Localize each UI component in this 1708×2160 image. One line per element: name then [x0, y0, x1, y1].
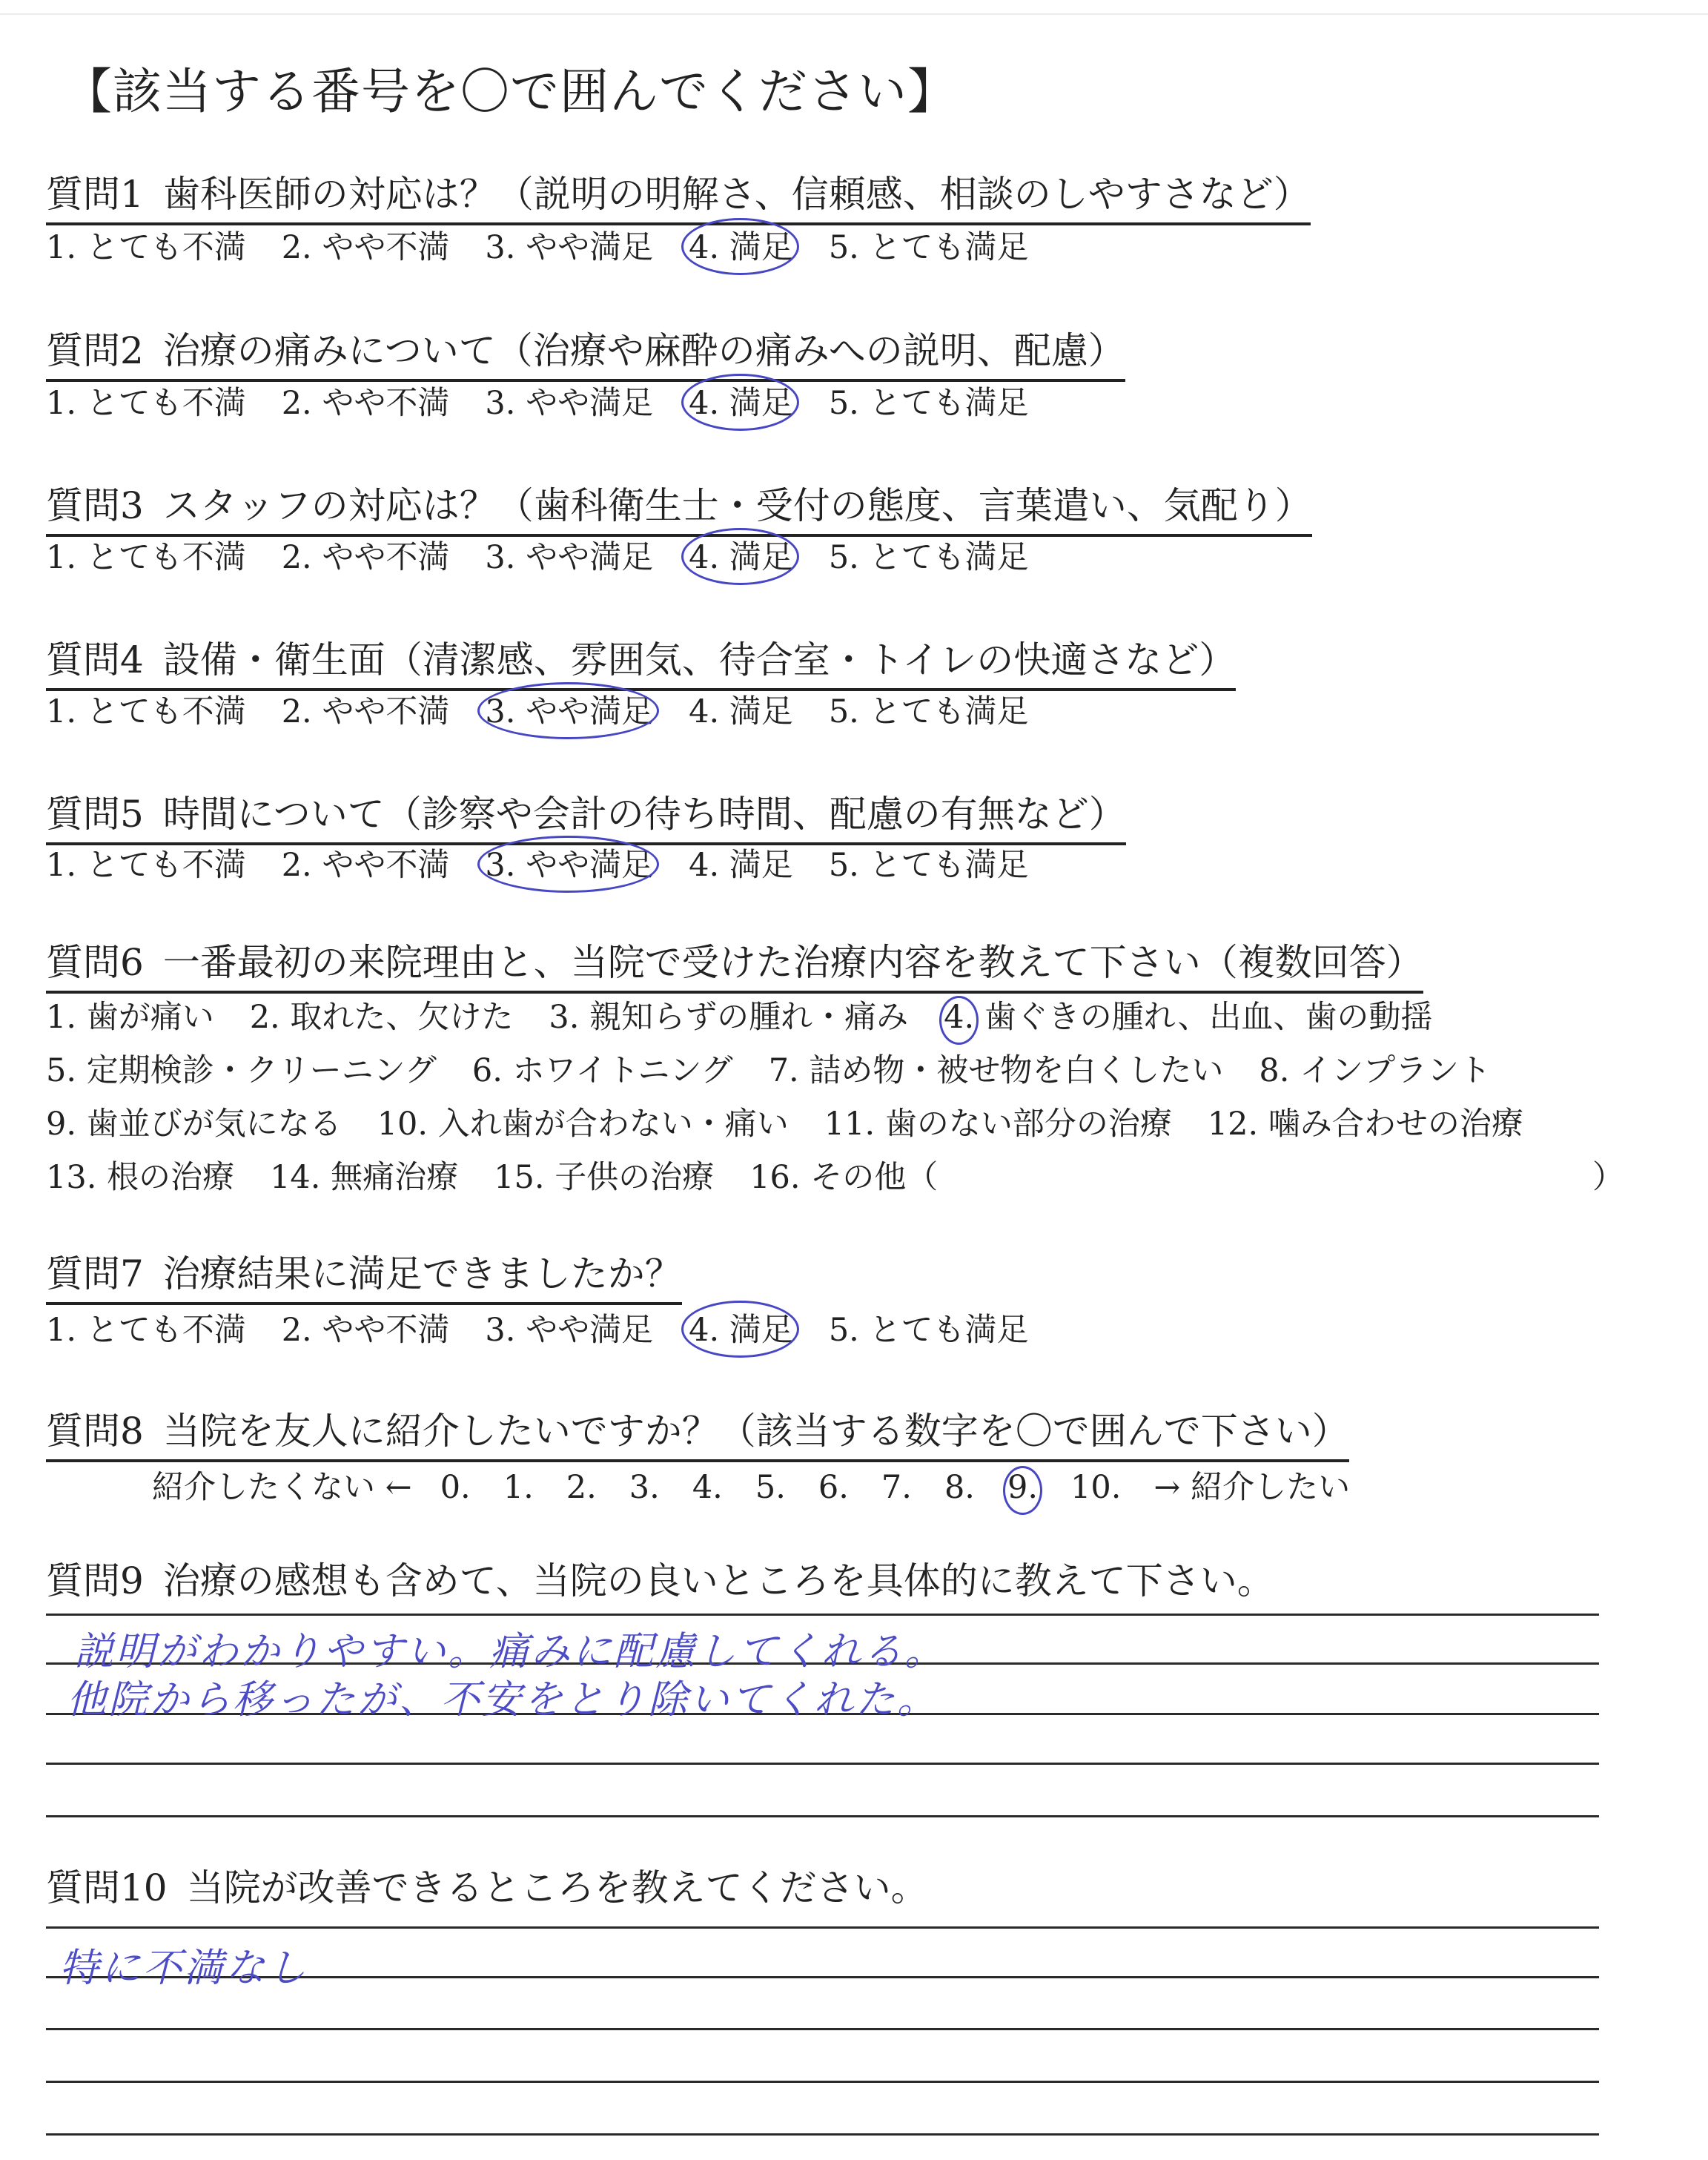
question-7	[46, 1244, 682, 1305]
score-6[interactable]: 6.	[818, 1469, 849, 1506]
answer-line[interactable]	[46, 1763, 1599, 1765]
option-5[interactable]: 5. とても満足	[828, 539, 1029, 576]
q2-options	[46, 378, 1029, 423]
option-3[interactable]: 3. やや満足	[485, 1312, 654, 1349]
option-4-circled[interactable]: 4. 満足	[689, 378, 793, 423]
option-1[interactable]: 1. とても不満	[46, 539, 246, 576]
question-text: 治療結果に満足できましたか？	[162, 1252, 682, 1295]
option-4-circled[interactable]: 4. 満足	[689, 222, 793, 268]
answer-line[interactable]	[46, 1926, 1599, 1929]
q6-options-row-4	[46, 1152, 938, 1198]
scan-edge	[0, 13, 1708, 15]
option-4-circled[interactable]: 4. 満足	[689, 532, 793, 578]
question-number: 質問9	[46, 1559, 144, 1602]
reason-option-4[interactable]: 4. 歯ぐきの腫れ、出血、歯の動揺	[944, 999, 1433, 1036]
answer-line[interactable]	[46, 1815, 1599, 1817]
question-number: 質問2	[46, 329, 144, 372]
question-text: 設備・衛生面（清潔感、雰囲気、待合室・トイレの快適さなど）	[162, 638, 1237, 681]
question-2	[46, 321, 1125, 382]
option-3-circled[interactable]: 3. やや満足	[485, 687, 653, 732]
question-text: 治療の痛みについて（治療や麻酔の痛みへの説明、配慮）	[162, 329, 1125, 372]
question-8	[46, 1401, 1349, 1462]
reason-option-2[interactable]: 2. 取れた、欠けた	[249, 999, 514, 1036]
score-7[interactable]: 7.	[881, 1469, 912, 1506]
option-number-circled: 4.	[944, 999, 975, 1036]
option-2[interactable]: 2. やや不満	[281, 847, 450, 884]
option-2[interactable]: 2. やや不満	[281, 539, 450, 576]
question-number: 質問3	[46, 484, 144, 527]
question-text: 治療の感想も含めて、当院の良いところを具体的に教えて下さい。	[162, 1559, 1274, 1602]
reason-option-9[interactable]: 9. 歯並びが気になる	[46, 1106, 342, 1143]
question-6	[46, 933, 1423, 994]
question-10	[46, 1858, 928, 1912]
q6-options-row-2	[46, 1046, 1491, 1091]
option-2[interactable]: 2. やや不満	[281, 229, 450, 266]
score-2[interactable]: 2.	[566, 1469, 597, 1506]
option-5[interactable]: 5. とても満足	[828, 229, 1029, 266]
handwritten-answer-line-2: 他院から移ったが、不安をとり除いてくれた。	[67, 1677, 939, 1723]
reason-option-7[interactable]: 7. 詰め物・被せ物を白くしたい	[768, 1052, 1224, 1089]
option-1[interactable]: 1. とても不満	[46, 847, 246, 884]
reason-option-14[interactable]: 14. 無痛治療	[270, 1159, 459, 1196]
option-3[interactable]: 3. やや満足	[485, 385, 654, 422]
q1-options	[46, 222, 1029, 268]
scale-high-label: → 紹介したい	[1153, 1469, 1351, 1506]
option-1[interactable]: 1. とても不満	[46, 1312, 246, 1349]
question-text: スタッフの対応は？（歯科衛生士・受付の態度、言葉遣い、気配り）	[162, 484, 1312, 527]
other-close-paren: ）	[1592, 1159, 1624, 1196]
reason-option-3[interactable]: 3. 親知らずの腫れ・痛み	[549, 999, 909, 1036]
question-3	[46, 476, 1312, 537]
reason-option-16[interactable]: 16. その他（	[749, 1159, 939, 1196]
answer-line[interactable]	[46, 2028, 1599, 2030]
question-9	[46, 1551, 1274, 1605]
option-1[interactable]: 1. とても不満	[46, 693, 246, 730]
handwritten-answer-line-1: 説明がわかりやすい。痛みに配慮してくれる。	[74, 1629, 946, 1674]
option-3[interactable]: 3. やや満足	[485, 539, 654, 576]
q7-options	[46, 1305, 1029, 1350]
option-4-circled[interactable]: 4. 満足	[689, 1305, 793, 1350]
handwritten-answer-line-1: 特に不満なし	[59, 1946, 308, 1991]
scale-low-label: 紹介したくない ←	[152, 1469, 412, 1506]
option-3[interactable]: 3. やや満足	[485, 229, 654, 266]
option-5[interactable]: 5. とても満足	[828, 385, 1029, 422]
reason-option-15[interactable]: 15. 子供の治療	[494, 1159, 715, 1196]
score-1[interactable]: 1.	[503, 1469, 534, 1506]
reason-option-6[interactable]: 6. ホワイトニング	[471, 1052, 733, 1089]
instruction-heading: 【該当する番号を〇で囲んでください】	[63, 63, 957, 120]
option-5[interactable]: 5. とても満足	[828, 693, 1029, 730]
question-number: 質問8	[46, 1410, 144, 1453]
score-3[interactable]: 3.	[629, 1469, 660, 1506]
answer-line[interactable]	[46, 2081, 1599, 2083]
reason-option-10[interactable]: 10. 入れ歯が合わない・痛い	[377, 1106, 789, 1143]
q5-options	[46, 840, 1029, 885]
question-1	[46, 165, 1311, 225]
option-1[interactable]: 1. とても不満	[46, 229, 246, 266]
score-9-circled[interactable]: 9.	[1007, 1469, 1039, 1506]
option-4[interactable]: 4. 満足	[689, 693, 793, 730]
option-2[interactable]: 2. やや不満	[281, 1312, 450, 1349]
reason-option-12[interactable]: 12. 噛み合わせの治療	[1207, 1106, 1523, 1143]
question-number: 質問4	[46, 638, 144, 681]
question-number: 質問6	[46, 941, 144, 984]
q8-scale	[152, 1462, 1350, 1507]
option-4[interactable]: 4. 満足	[689, 847, 793, 884]
score-5[interactable]: 5.	[755, 1469, 786, 1506]
q6-options-row-3	[46, 1099, 1523, 1144]
score-10[interactable]: 10.	[1070, 1469, 1122, 1506]
question-number: 質問1	[46, 173, 144, 216]
option-2[interactable]: 2. やや不満	[281, 693, 450, 730]
question-number: 質問7	[46, 1252, 144, 1295]
reason-option-11[interactable]: 11. 歯のない部分の治療	[824, 1106, 1172, 1143]
question-number: 質問5	[46, 793, 144, 836]
score-8[interactable]: 8.	[944, 1469, 975, 1506]
question-text: 時間について（診察や会計の待ち時間、配慮の有無など）	[162, 793, 1126, 836]
question-4	[46, 630, 1236, 691]
reason-option-1[interactable]: 1. 歯が痛い	[46, 999, 214, 1036]
score-0[interactable]: 0.	[440, 1469, 471, 1506]
reason-option-13[interactable]: 13. 根の治療	[46, 1159, 235, 1196]
question-text: 歯科医師の対応は？（説明の明解さ、信頼感、相談のしやすさなど）	[162, 173, 1311, 216]
reason-option-8[interactable]: 8. インプラント	[1259, 1052, 1492, 1089]
option-2[interactable]: 2. やや不満	[281, 385, 450, 422]
option-5[interactable]: 5. とても満足	[828, 1312, 1029, 1349]
question-text: 一番最初の来院理由と、当院で受けた治療内容を教えて下さい（複数回答）	[162, 941, 1423, 984]
option-1[interactable]: 1. とても不満	[46, 385, 246, 422]
question-text: 当院が改善できるところを教えてください。	[186, 1866, 928, 1909]
question-number: 質問10	[46, 1866, 168, 1909]
q6-options-row-1	[46, 992, 1432, 1037]
q3-options	[46, 532, 1029, 578]
q4-options	[46, 687, 1029, 732]
reason-option-5[interactable]: 5. 定期検診・クリーニング	[46, 1052, 437, 1089]
option-5[interactable]: 5. とても満足	[828, 847, 1029, 884]
answer-line[interactable]	[46, 2133, 1599, 2136]
score-4[interactable]: 4.	[692, 1469, 723, 1506]
question-text: 当院を友人に紹介したいですか？（該当する数字を〇で囲んで下さい）	[162, 1410, 1349, 1453]
option-3-circled[interactable]: 3. やや満足	[485, 840, 653, 885]
answer-line[interactable]	[46, 1614, 1599, 1616]
